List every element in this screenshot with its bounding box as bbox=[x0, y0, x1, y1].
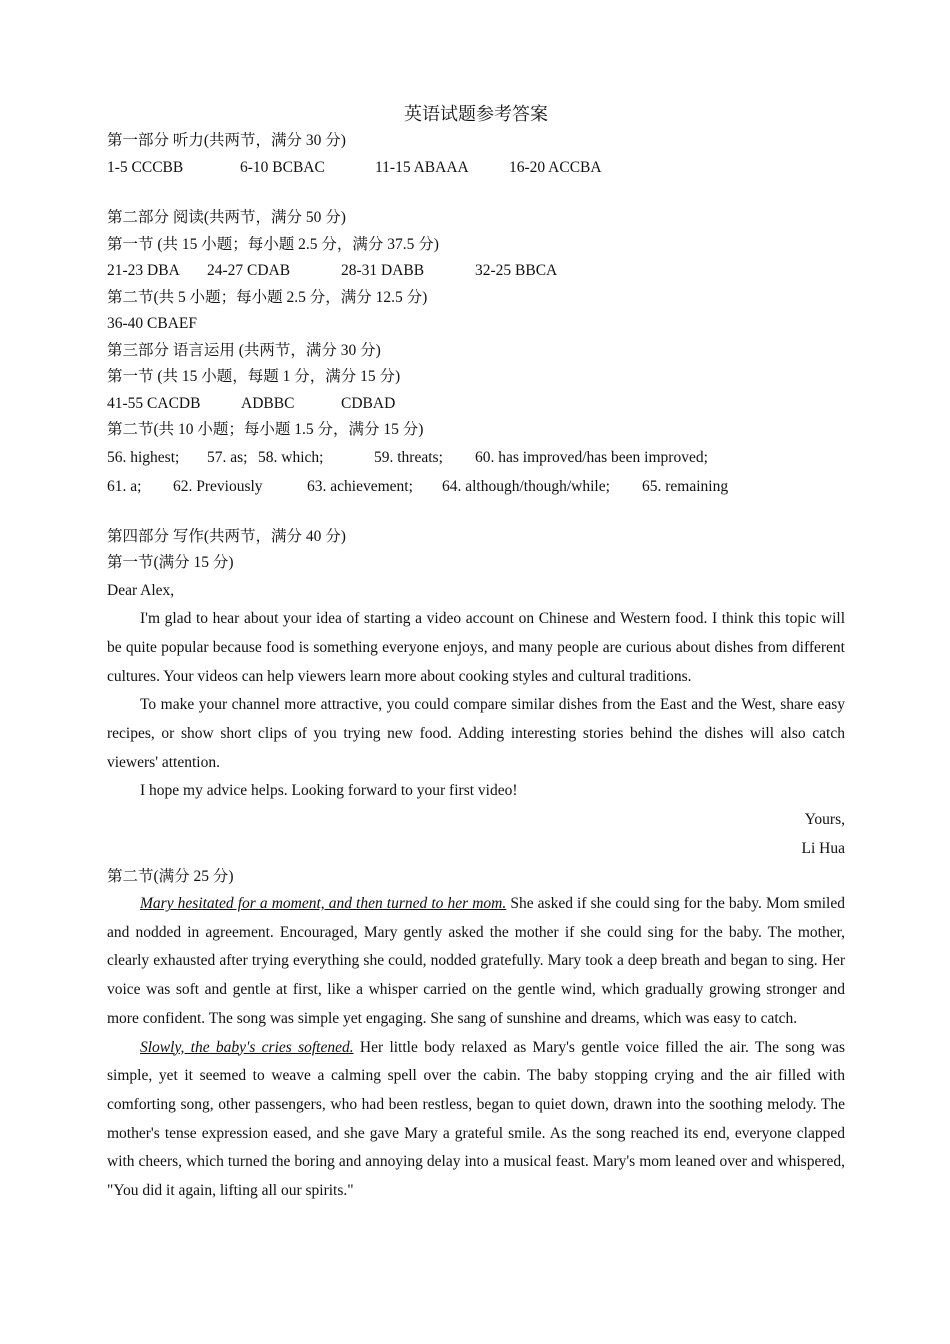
answer-group: 24-27 CDAB bbox=[207, 262, 291, 279]
answer-item: 57. as; bbox=[207, 448, 248, 466]
page-title: 英语试题参考答案 bbox=[404, 104, 548, 124]
story-text: She asked if she could sing for the baby. Mom smiled and nodded in agreement. Encouraged, Mary gently asked the mother if she could sing for the baby. The mother, clearly exhausted after trying everything she could, nodded gratefully. Mary took a deep breath and began to sing. Her voice was soft and gentle at first, like a whisper carried on the gentle wind, which gradually growing stronger and more confident. The song was simple yet engaging. She sang of sunshine and dreams, which was easy to catch. bbox=[107, 895, 845, 1027]
part4-sec1-heading: 第一节(满分 15 分) bbox=[107, 554, 234, 571]
answer-item: 64. although/though/while; bbox=[442, 477, 610, 495]
part2-sec2-heading: 第二节(共 5 小题；每小题 2.5 分，满分 12.5 分) bbox=[107, 288, 428, 306]
part3-sec2-answers-row2 bbox=[107, 472, 845, 502]
part2-sec1-heading: 第一节 (共 15 小题；每小题 2.5 分，满分 37.5 分) bbox=[107, 235, 439, 253]
letter-paragraph: I hope my advice helps. Looking forward to your first video! bbox=[140, 782, 518, 800]
letter-paragraph: I'm glad to hear about your idea of starting a video account on Chinese and Western food. I think this topic will be quite popular because food is something everyone enjoys, and many people are curious about dishes from different cultures. Your videos can help viewers learn more about cooking styles and cultural traditions. bbox=[107, 610, 845, 685]
answer-item: 62. Previously bbox=[173, 477, 263, 495]
letter-closing: Yours, bbox=[804, 811, 845, 829]
answer-group: 16-20 ACCBA bbox=[509, 158, 602, 176]
part3-sec2-answers-row1 bbox=[107, 444, 845, 472]
answer-item: 65. remaining bbox=[642, 477, 729, 495]
part1-heading: 第一部分 听力(共两节，满分 30 分) bbox=[107, 132, 346, 149]
answer-group: 32-25 BBCA bbox=[475, 262, 558, 279]
answer-group: 41-55 CACDB bbox=[107, 394, 201, 412]
answer-item: 63. achievement; bbox=[307, 477, 413, 495]
part2-sec1-answers bbox=[107, 258, 845, 285]
answer-group: 28-31 DABB bbox=[341, 262, 425, 279]
answer-group: 21-23 DBA bbox=[107, 262, 180, 279]
answer-sheet bbox=[107, 100, 845, 1206]
part3-sec1-answers bbox=[107, 391, 845, 418]
story-text: Her little body relaxed as Mary's gentle voice filled the air. The song was simple, yet it seemed to weave a calming spell over the cabin. The baby stopping crying and the air filled with comforting song, other passengers, who had been restless, began to quiet down, drawn into the soothing melody. The mother's tense expression eased, and she gave Mary a grateful smile. As the song reached its end, everyone clapped with cheers, which turned the boring and annoying delay into a musical feast. Mary's mom leaned over and whispered, "You did it again, lifting all our spirits." bbox=[107, 1038, 845, 1200]
part3-sec1-heading: 第一节 (共 15 小题，每题 1 分，满分 15 分) bbox=[107, 368, 401, 385]
story-lead-sentence: Mary hesitated for a moment, and then turned to her mom. bbox=[140, 895, 507, 913]
answer-item: 56. highest; bbox=[107, 448, 180, 466]
part4-sec2-heading: 第二节(满分 25 分) bbox=[107, 867, 234, 885]
letter-greeting: Dear Alex, bbox=[107, 581, 175, 599]
part3-heading: 第三部分 语言运用 (共两节，满分 30 分) bbox=[107, 341, 381, 359]
story-paragraph bbox=[107, 1034, 845, 1206]
answer-group: 1-5 CCCBB bbox=[107, 158, 184, 176]
answer-group: ADBBC bbox=[241, 394, 295, 412]
answer-item: 58. which; bbox=[258, 448, 324, 466]
part3-sec2-heading: 第二节(共 10 小题；每小题 1.5 分，满分 15 分) bbox=[107, 421, 424, 438]
part1-answers bbox=[107, 155, 845, 182]
letter-signature: Li Hua bbox=[801, 839, 845, 857]
story-lead-sentence: Slowly, the baby's cries softened. bbox=[140, 1038, 354, 1056]
answer-group: 6-10 BCBAC bbox=[240, 158, 325, 176]
answer-item: 60. has improved/has been improved; bbox=[475, 448, 708, 466]
answer-group: CDBAD bbox=[341, 394, 396, 412]
answer-item: 61. a; bbox=[107, 477, 142, 495]
answer-item: 59. threats; bbox=[374, 448, 443, 466]
part2-sec2-answers: 36-40 CBAEF bbox=[107, 315, 197, 332]
part2-heading: 第二部分 阅读(共两节，满分 50 分) bbox=[107, 209, 346, 226]
letter-paragraph: To make your channel more attractive, you could compare similar dishes from the East and the West, share easy recipes, or show short clips of you trying new food. Adding interesting stories behind the dishes will also catch viewers' attention. bbox=[107, 696, 845, 771]
answer-group: 11-15 ABAAA bbox=[375, 158, 469, 176]
part4-heading: 第四部分 写作(共两节，满分 40 分) bbox=[107, 527, 346, 545]
story-paragraph bbox=[107, 890, 845, 1034]
